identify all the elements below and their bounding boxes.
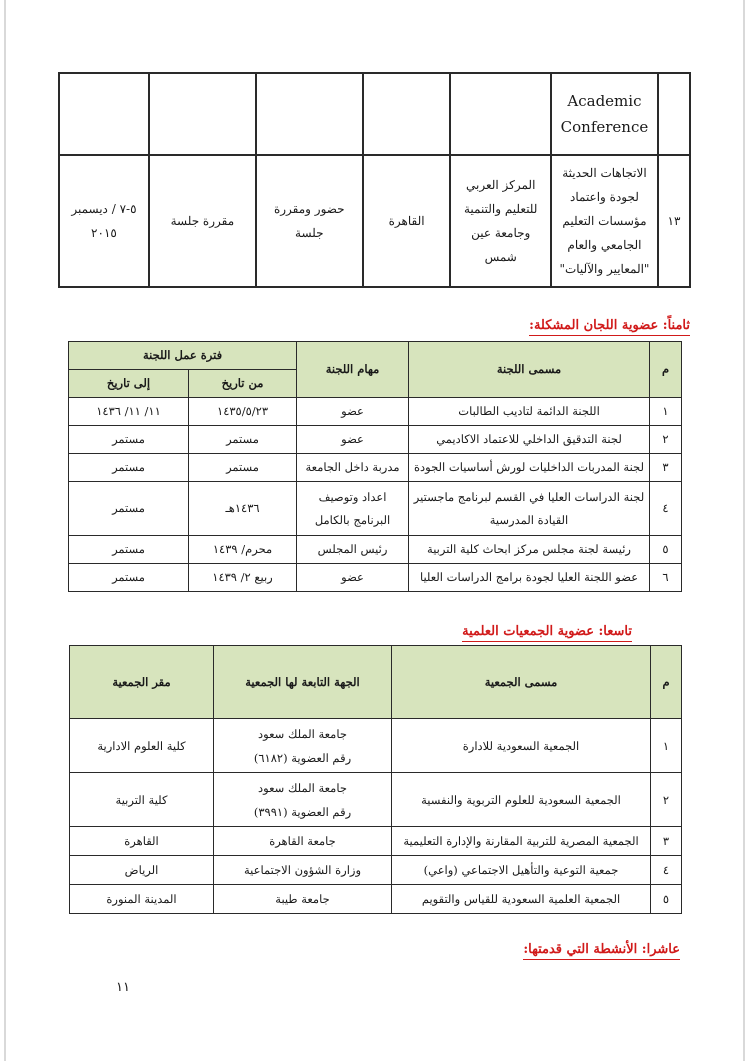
row-number: ٦ [650,564,682,592]
committee-tasks: رئيس المجلس [297,536,409,564]
column-header-name: مسمى اللجنة [409,342,650,398]
committee-name: عضو اللجنة العليا لجودة برامج الدراسات العليا [409,564,650,592]
affiliation-line: جامعة الملك سعود [258,726,347,741]
table-header-row [69,342,682,370]
column-header-seat: مقر الجمعية [70,646,214,719]
table-row [69,564,682,592]
column-header-num: م [651,646,682,719]
table-cell [59,73,149,155]
committees-table [68,341,682,592]
table-header-row [70,646,682,719]
row-number: ١٣ [658,155,690,287]
column-header-affiliation: الجهة التابعة لها الجمعية [214,646,392,719]
table-row [70,719,682,773]
from-date: ١٤٣٥/٥/٢٣ [189,398,297,426]
participation-type: حضور ومقررة جلسة [256,155,363,287]
society-seat: الرياض [70,856,214,885]
row-number: ٣ [650,454,682,482]
committee-tasks: عضو [297,564,409,592]
committee-tasks: اعداد وتوصيف البرنامج بالكامل [297,482,409,536]
row-number: ٤ [651,856,682,885]
society-affiliation: وزارة الشؤون الاجتماعية [214,856,392,885]
society-affiliation [214,719,392,773]
table-row [69,426,682,454]
society-seat: القاهرة [70,827,214,856]
affiliation-line: جامعة الملك سعود [258,780,347,795]
table-row [59,73,690,155]
table-cell [149,73,256,155]
committee-name: لجنة التدقيق الداخلي للاعتماد الاكاديمي [409,426,650,454]
row-number: ٥ [651,885,682,914]
conference-title: الاتجاهات الحديثة لجودة واعتماد مؤسسات التعليم الجامعي والعام "المعايير والآليات" [551,155,658,287]
participation-role: مقررة جلسة [149,155,256,287]
conferences-table [58,72,691,288]
committee-name: لجنة المدربات الداخليات لورش أساسيات الجودة [409,454,650,482]
row-number: ١ [650,398,682,426]
table-row [69,398,682,426]
from-date: مستمر [189,454,297,482]
membership-number: رقم العضوية (٣٩٩١) [253,804,352,819]
page-number: ١١ [116,980,130,995]
row-number: ٢ [651,773,682,827]
committee-tasks: عضو [297,398,409,426]
society-name: جمعية التوعية والتأهيل الاجتماعي (واعي) [392,856,651,885]
committee-name: اللجنة الدائمة لتاديب الطالبات [409,398,650,426]
column-header-to: إلى تاريخ [69,370,189,398]
society-affiliation [214,773,392,827]
society-affiliation: جامعة طيبة [214,885,392,914]
from-date: ربيع ٢/ ١٤٣٩ [189,564,297,592]
table-cell [363,73,451,155]
table-row [69,482,682,536]
society-seat: كلية التربية [70,773,214,827]
row-number: ٤ [650,482,682,536]
committee-name: رئيسة لجنة مجلس مركز ابحاث كلية التربية [409,536,650,564]
row-number: ٣ [651,827,682,856]
conference-date: ٥-٧ / ديسمبر ٢٠١٥ [59,155,149,287]
table-row [70,885,682,914]
table-row [70,827,682,856]
to-date: مستمر [69,482,189,536]
column-header-from: من تاريخ [189,370,297,398]
table-cell [658,73,690,155]
from-date: مستمر [189,426,297,454]
society-affiliation: جامعة القاهرة [214,827,392,856]
table-row [59,155,690,287]
table-cell [256,73,363,155]
column-header-tasks: مهام اللجنة [297,342,409,398]
section-heading-societies: تاسعا: عضوية الجمعيات العلمية [462,624,632,642]
table-row [69,454,682,482]
table-cell [450,73,551,155]
membership-number: رقم العضوية (٦١٨٢) [253,750,352,765]
society-name: الجمعية العلمية السعودية للقياس والتقويم [392,885,651,914]
society-name: الجمعية السعودية للعلوم التربوية والنفسية [392,773,651,827]
to-date: مستمر [69,426,189,454]
committee-tasks: عضو [297,426,409,454]
conference-location: القاهرة [363,155,451,287]
committee-name: لجنة الدراسات العليا في القسم لبرنامج ماجستير القيادة المدرسية [409,482,650,536]
to-date: ١١/ ١١/ ١٤٣٦ [69,398,189,426]
conference-title: Academic Conference [551,73,658,155]
column-header-num: م [650,342,682,398]
society-name: الجمعية السعودية للادارة [392,719,651,773]
row-number: ٢ [650,426,682,454]
section-heading-activities: عاشرا: الأنشطة التي قدمتها: [523,942,680,960]
table-row [69,536,682,564]
society-seat: كلية العلوم الادارية [70,719,214,773]
from-date: ١٤٣٦هـ [189,482,297,536]
to-date: مستمر [69,454,189,482]
to-date: مستمر [69,564,189,592]
society-seat: المدينة المنورة [70,885,214,914]
row-number: ١ [651,719,682,773]
conference-organizer: المركز العربي للتعليم والتنمية وجامعة عين شمس [450,155,551,287]
from-date: محرم/ ١٤٣٩ [189,536,297,564]
societies-table [69,645,682,914]
committee-tasks: مدربة داخل الجامعة [297,454,409,482]
section-heading-committees: ثامناً: عضوية اللجان المشكلة: [529,318,690,336]
society-name: الجمعية المصرية للتربية المقارنة والإدارة التعليمية [392,827,651,856]
table-row [70,773,682,827]
table-row [70,856,682,885]
to-date: مستمر [69,536,189,564]
row-number: ٥ [650,536,682,564]
column-header-period: فترة عمل اللجنة [69,342,297,370]
column-header-name: مسمى الجمعية [392,646,651,719]
